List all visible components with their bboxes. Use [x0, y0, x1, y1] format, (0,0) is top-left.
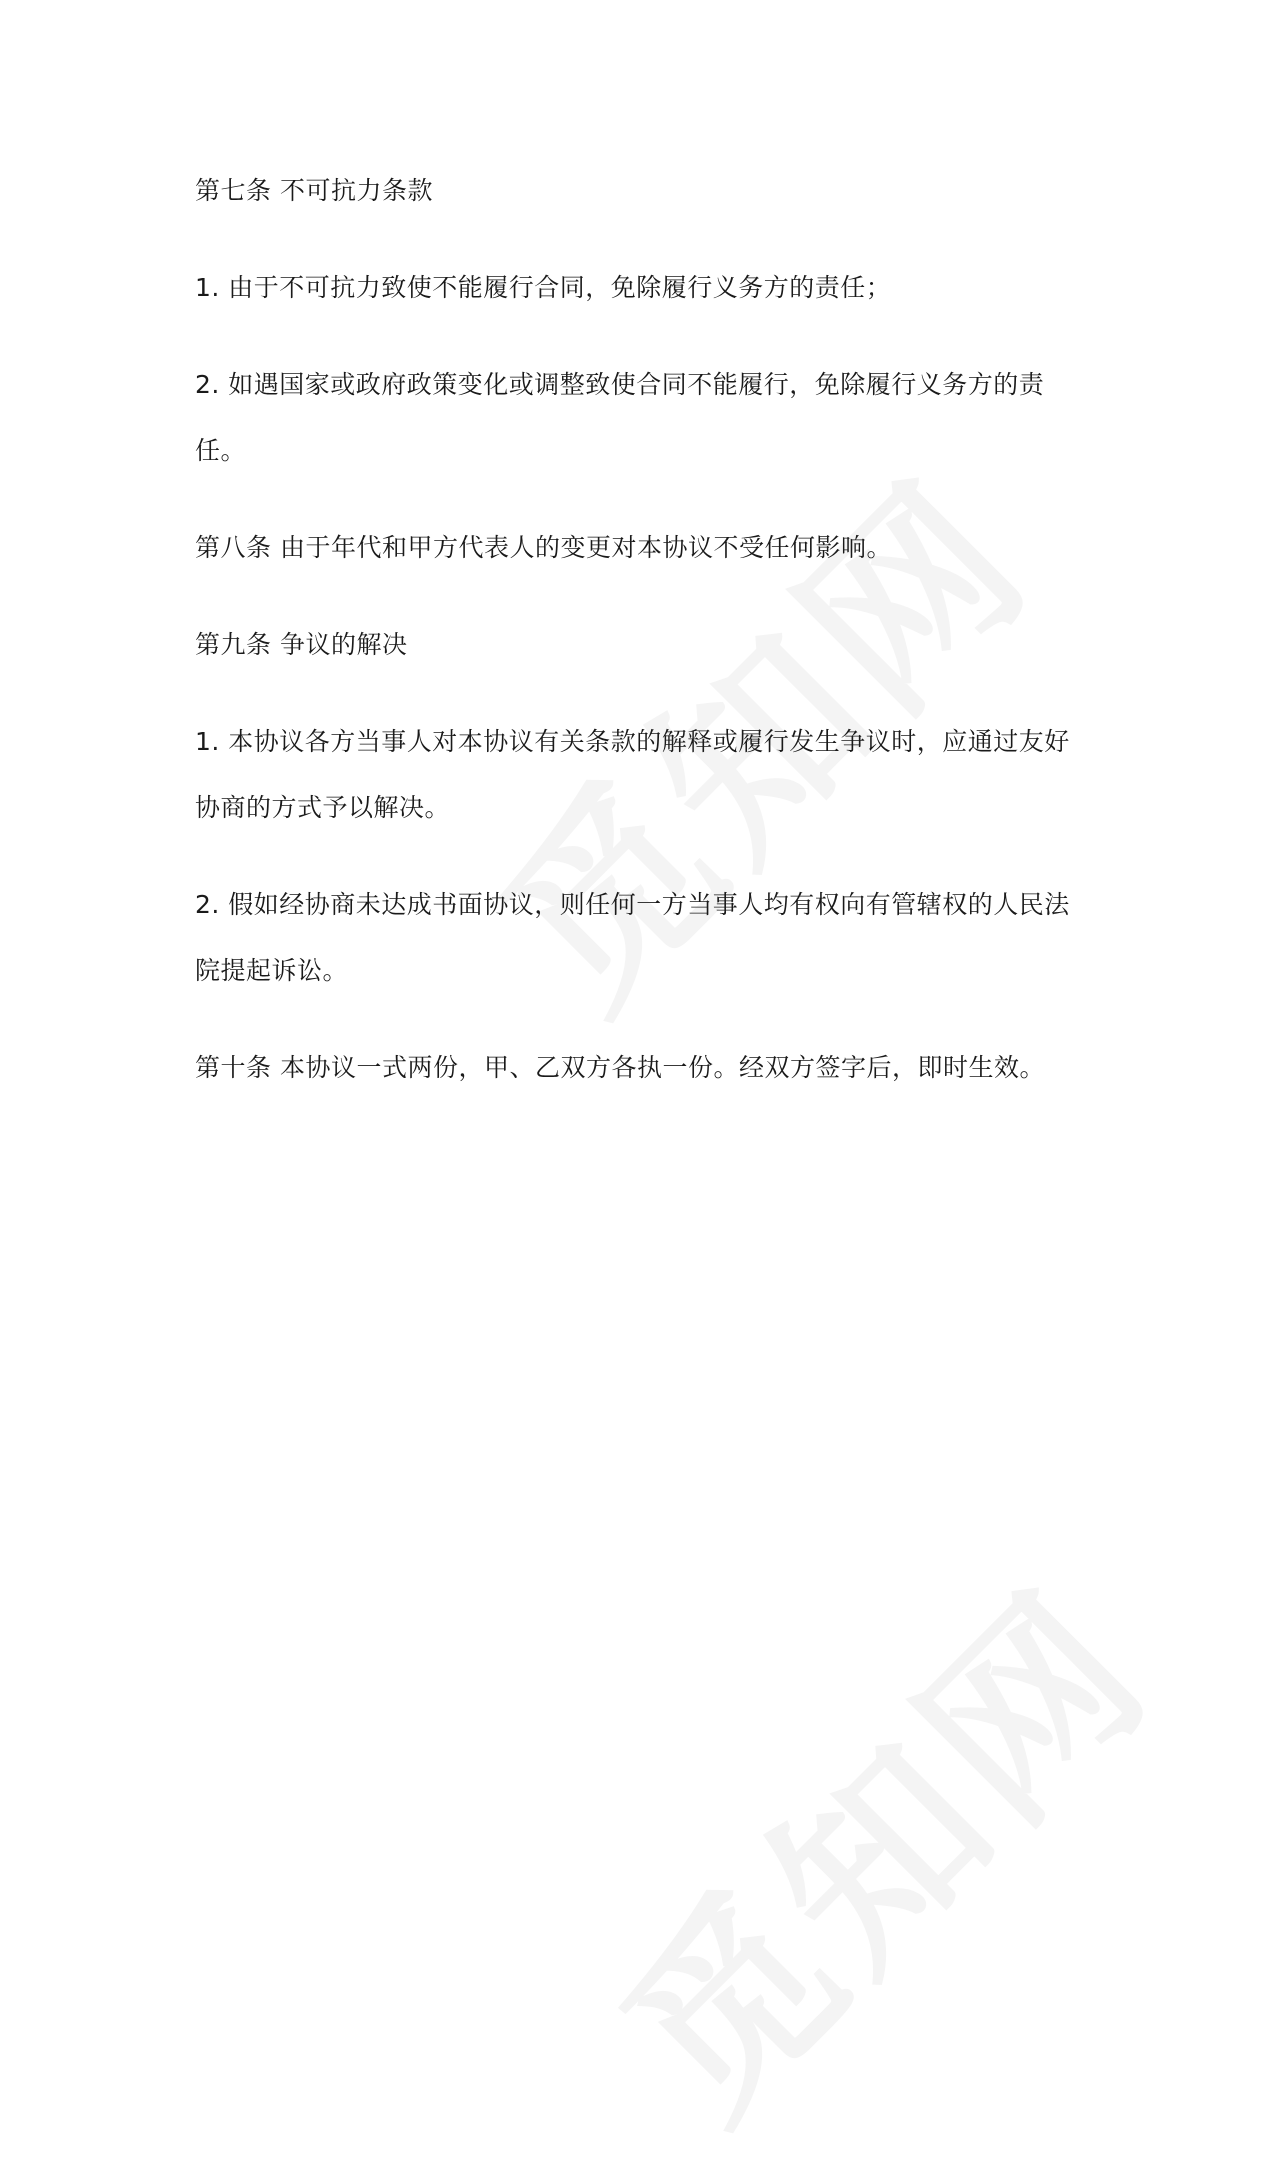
article-9-heading: 第九条 争议的解决: [195, 630, 408, 659]
document-body: [195, 158, 1095, 1132]
article-9-clause-1: 1. 本协议各方当事人对本协议有关条款的解释或履行发生争议时，应通过友好协商的方式予以解决。: [195, 727, 1070, 822]
article-10: 第十条 本协议一式两份，甲、乙双方各执一份。经双方签字后，即时生效。: [195, 1053, 1045, 1082]
article-8: 第八条 由于年代和甲方代表人的变更对本协议不受任何影响。: [195, 533, 892, 562]
watermark: [551, 1519, 1199, 2167]
article-9-clause-2: 2. 假如经协商未达成书面协议，则任何一方当事人均有权向有管辖权的人民法院提起诉讼。: [195, 890, 1070, 985]
article-7-clause-1: 1. 由于不可抗力致使不能履行合同，免除履行义务方的责任；: [195, 273, 892, 302]
article-7-clause-2: 2. 如遇国家或政府政策变化或调整致使合同不能履行，免除履行义务方的责任。: [195, 370, 1045, 465]
article-7-heading: 第七条 不可抗力条款: [195, 176, 433, 205]
